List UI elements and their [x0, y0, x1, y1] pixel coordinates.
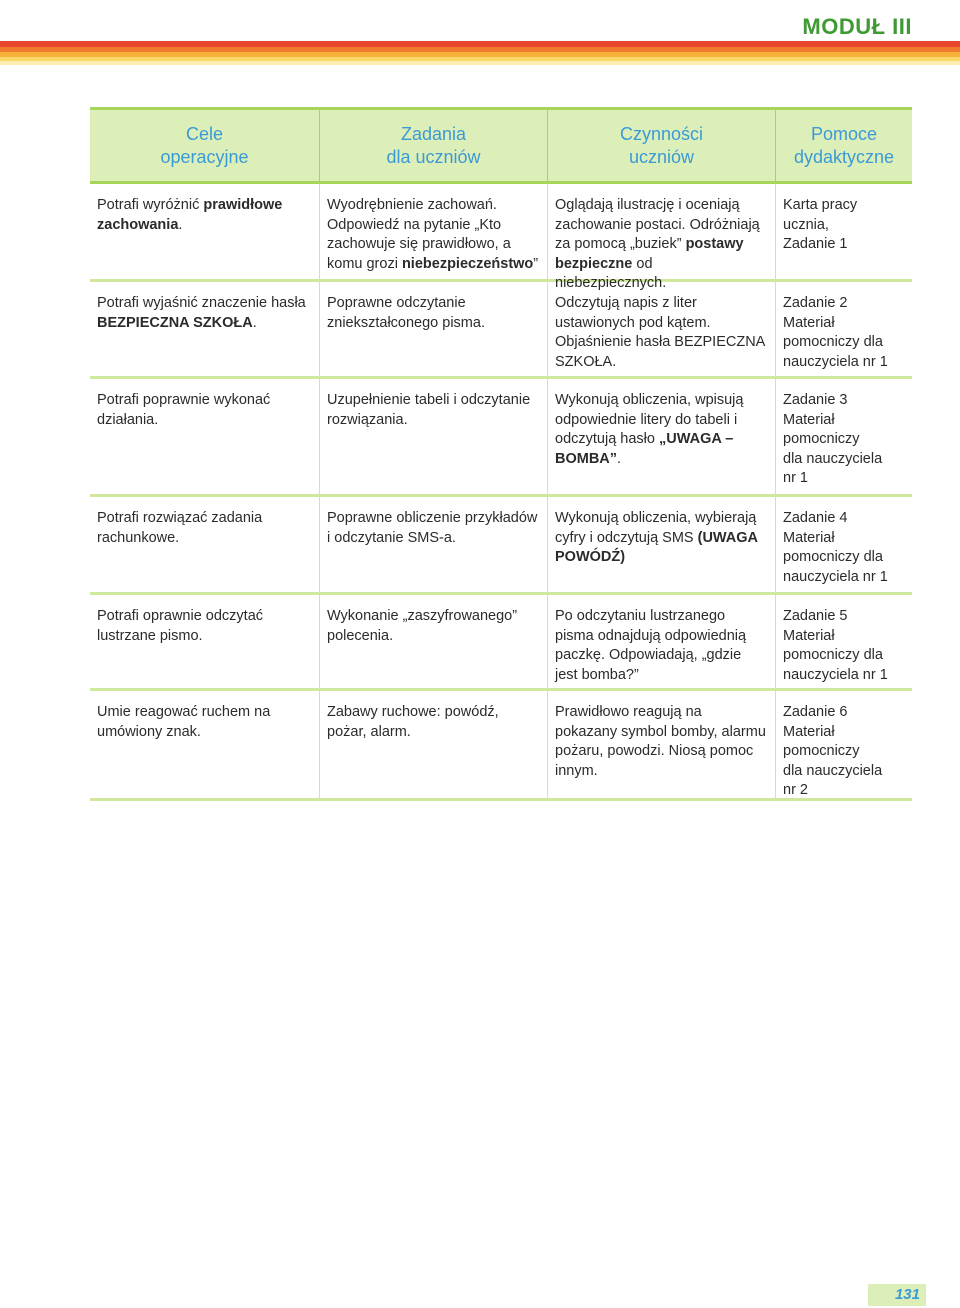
cell-text: Zadanie 4 Materiał pomocniczy dla nauczyciela nr 1 — [783, 510, 888, 585]
table-row — [90, 282, 912, 379]
cell-text: Potrafi rozwiązać zadania rachunkowe. — [97, 510, 263, 546]
header-pomoce: Pomoce dydaktyczne — [793, 123, 895, 167]
cell-text: Wykonanie „zaszyfrowanego” polecenia. — [327, 608, 518, 644]
cell-pomoce — [776, 282, 912, 376]
cell-text: Wykonują obliczenia, wybierają cyfry i odczytują SMS — [555, 510, 757, 546]
cell-text: Prawidłowo reagują na pokazany symbol bomby, alarmu pożaru, powodzi. Niosą pomoc innym. — [555, 704, 766, 779]
cell-text: Potrafi wyjaśnić znaczenie hasła — [97, 295, 306, 311]
bold-text: BEZPIECZNA SZKOŁA — [97, 314, 253, 331]
cell-cel — [90, 595, 320, 688]
table-row — [90, 595, 912, 691]
header-zadania: Zadania dla uczniów — [320, 110, 548, 181]
cell-cel — [90, 282, 320, 376]
cell-text: Wyodrębnienie zachowań. Odpowiedź na pytanie „Kto zachowuje się prawidłowo, a komu grozi — [327, 197, 511, 272]
bold-text: prawidłowe zachowania — [97, 197, 283, 233]
cell-text: Umie reagować ruchem na umówiony znak. — [97, 704, 271, 740]
bold-text: niebezpieczeństwo — [401, 255, 534, 272]
cell-text: Poprawne odczytanie zniekształconego pisma. — [327, 295, 485, 331]
table-row — [90, 379, 912, 497]
cell-text: . — [178, 216, 183, 233]
cell-czynnosci — [548, 595, 776, 688]
cell-text: Zadanie 2 Materiał pomocniczy dla nauczyciela nr 1 — [783, 295, 888, 370]
cell-text: Zabawy ruchowe: powódź, pożar, alarm. — [327, 704, 499, 740]
cell-czynnosci — [548, 691, 776, 798]
lesson-plan-table — [90, 107, 912, 801]
cell-czynnosci — [548, 379, 776, 494]
table-row — [90, 691, 912, 801]
module-title: MODUŁ III — [802, 14, 912, 39]
cell-text: Po odczytaniu lustrzanego pisma odnajdują odpowiednią paczkę. Odpowiadają, „gdzie jest bomba?” — [555, 608, 747, 683]
cell-text: Wykonują obliczenia, wpisują odpowiednie litery do tabeli i odczytują hasło — [555, 392, 744, 447]
cell-text: Odczytują napis z liter ustawionych pod kątem. Objaśnienie hasła BEZPIECZNA SZKOŁA. — [555, 295, 765, 370]
cell-zadanie — [320, 282, 548, 376]
cell-cel — [90, 184, 320, 279]
cell-czynnosci — [548, 282, 776, 376]
cell-zadanie — [320, 379, 548, 494]
cell-text: . — [617, 450, 622, 467]
cell-cel — [90, 379, 320, 494]
cell-zadanie — [320, 184, 548, 279]
decorative-stripe — [0, 61, 960, 65]
cell-text: Oglądają ilustrację i oceniają zachowanie postaci. Odróżniają za pomocą „buziek” — [555, 197, 760, 252]
cell-pomoce — [776, 595, 912, 688]
cell-text: Zadanie 5 Materiał pomocniczy dla nauczyciela nr 1 — [783, 608, 888, 683]
cell-zadanie — [320, 595, 548, 688]
cell-text: Karta pracy ucznia, Zadanie 1 — [783, 197, 858, 252]
page-number: 131 — [868, 1284, 926, 1306]
cell-text: Potrafi wyróżnić — [97, 197, 204, 213]
cell-text: Zadanie 3 Materiał pomocniczy dla nauczyciela nr 1 — [783, 392, 883, 486]
cell-cel — [90, 691, 320, 798]
cell-pomoce — [776, 691, 912, 798]
bold-text: „UWAGA – BOMBA” — [555, 431, 734, 467]
header-czynnosci: Czynności uczniów — [548, 110, 776, 181]
cell-zadanie — [320, 497, 548, 592]
cell-text: od niebezpiecznych. — [555, 255, 667, 291]
cell-pomoce — [776, 184, 912, 279]
bold-text: (UWAGA POWÓDŹ) — [555, 529, 758, 565]
cell-czynnosci — [548, 497, 776, 592]
cell-pomoce — [776, 497, 912, 592]
cell-zadanie — [320, 691, 548, 798]
table-row — [90, 497, 912, 595]
cell-text: Zadanie 6 Materiał pomocniczy dla nauczyciela nr 2 — [783, 704, 883, 798]
cell-text: Uzupełnienie tabeli i odczytanie rozwiązania. — [327, 392, 531, 428]
table-body — [90, 184, 912, 801]
cell-czynnosci — [548, 184, 776, 291]
cell-pomoce — [776, 379, 912, 494]
table-row — [90, 184, 912, 291]
cell-text: ” — [533, 255, 539, 272]
table-header-row — [90, 107, 912, 184]
header-cele-operacyjne: Cele operacyjne — [90, 110, 320, 181]
cell-text: Potrafi poprawnie wykonać działania. — [97, 392, 271, 428]
cell-text: . — [252, 314, 257, 331]
bold-text: postawy bezpieczne — [555, 236, 744, 272]
cell-text: Potrafi oprawnie odczytać lustrzane pismo. — [97, 608, 264, 644]
cell-text: Poprawne obliczenie przykładów i odczytanie SMS-a. — [327, 510, 538, 546]
cell-cel — [90, 497, 320, 592]
